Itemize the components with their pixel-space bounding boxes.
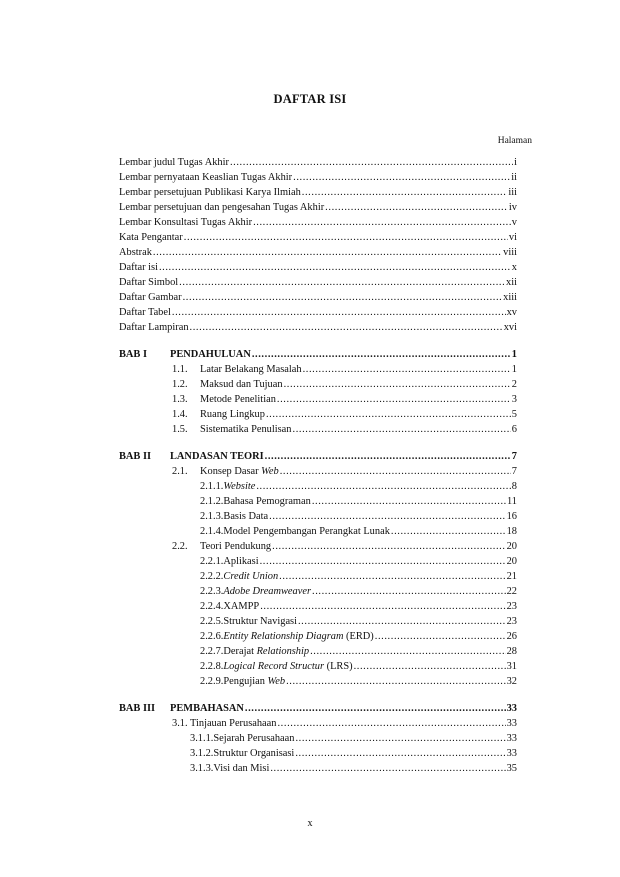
- toc-entry-label: Adobe Dreamweaver: [223, 586, 312, 597]
- leader-dots: [312, 495, 506, 508]
- toc-entry-label: Daftar isi: [119, 262, 158, 273]
- subsection-number: 2.2.3.: [200, 586, 224, 597]
- leader-dots: [286, 675, 506, 688]
- toc-entry-label: Lembar persetujuan dan pengesahan Tugas Akhir: [119, 202, 325, 213]
- toc-entry-label: Logical Record Structur (LRS): [223, 661, 353, 672]
- toc-entry-page: xii: [506, 277, 517, 288]
- subsection-number: 3.1.1.: [190, 733, 214, 744]
- toc-entry-label: Tinjauan Perusahaan: [190, 718, 277, 729]
- leader-dots: [295, 732, 505, 745]
- leader-dots: [295, 747, 505, 760]
- toc-entry-label: Derajat Relationship: [223, 646, 310, 657]
- leader-dots: [272, 540, 505, 553]
- leader-dots: [298, 615, 506, 628]
- leader-dots: [269, 510, 505, 523]
- subsection-number: 2.2.5.: [200, 616, 224, 627]
- leader-dots: [190, 321, 503, 334]
- toc-entry[interactable]: [190, 746, 517, 760]
- toc-entry-label: Credit Union: [223, 571, 279, 582]
- toc-entry-label: Aplikasi: [223, 556, 259, 567]
- toc-entry-page: 20: [506, 541, 517, 552]
- toc-entry-page: 11: [506, 496, 517, 507]
- toc-entry-page: 32: [506, 676, 517, 687]
- subsection-number: 2.2.1.: [200, 556, 224, 567]
- leader-dots: [159, 261, 511, 274]
- toc-entry-label: Website: [223, 481, 256, 492]
- toc-entry-page: 22: [506, 586, 517, 597]
- section-number: 1.1.: [172, 364, 188, 375]
- leader-dots: [375, 630, 506, 643]
- subsection-number: 2.1.3.: [200, 511, 224, 522]
- toc-entry-page: 35: [506, 763, 517, 774]
- toc-entry[interactable]: [190, 731, 517, 745]
- chapter-title: LANDASAN TEORI: [170, 451, 264, 462]
- section-number: 2.2.: [172, 541, 188, 552]
- leader-dots: [277, 393, 511, 406]
- toc-entry-label: Visi dan Misi: [213, 763, 270, 774]
- toc-entry-label: Struktur Navigasi: [223, 616, 297, 627]
- leader-dots: [325, 201, 508, 214]
- leader-dots: [172, 306, 506, 319]
- toc-entry[interactable]: [119, 230, 517, 244]
- toc-entry[interactable]: [200, 584, 517, 598]
- subsection-number: 2.2.6.: [200, 631, 224, 642]
- subsection-number: 2.2.9.: [200, 676, 224, 687]
- toc-entry-page: 18: [506, 526, 517, 537]
- toc-entry[interactable]: [119, 215, 517, 229]
- leader-dots: [230, 156, 513, 169]
- leader-dots: [260, 555, 506, 568]
- toc-entry-label: Abstrak: [119, 247, 152, 258]
- leader-dots: [265, 450, 511, 463]
- toc-entry-page: 16: [506, 511, 517, 522]
- toc-entry[interactable]: [119, 320, 517, 334]
- leader-dots: [312, 585, 506, 598]
- toc-entry-page: viii: [503, 247, 517, 258]
- toc-entry-page: v: [511, 217, 517, 228]
- toc-entry-page: xiii: [503, 292, 517, 303]
- toc-entry-label: Model Pengembangan Perangkat Lunak: [223, 526, 390, 537]
- toc-entry-label: Sejarah Perusahaan: [213, 733, 295, 744]
- toc-entry-page: 3: [511, 394, 517, 405]
- toc-entry-label: Latar Belakang Masalah: [200, 364, 302, 375]
- toc-entry-page: 23: [506, 616, 517, 627]
- toc-entry[interactable]: [200, 599, 517, 613]
- section-number: 1.4.: [172, 409, 188, 420]
- leader-dots: [284, 378, 511, 391]
- leader-dots: [293, 171, 510, 184]
- toc-entry-page: i: [514, 157, 517, 168]
- toc-entry[interactable]: [200, 494, 517, 508]
- toc-entry-label: Daftar Lampiran: [119, 322, 189, 333]
- leader-dots: [256, 480, 510, 493]
- toc-entry[interactable]: [200, 569, 517, 583]
- toc-entry[interactable]: [172, 377, 517, 391]
- toc-entry-label: Basis Data: [223, 511, 269, 522]
- subsection-number: 2.2.8.: [200, 661, 224, 672]
- toc-entry-page: 6: [511, 424, 517, 435]
- chapter-title: PENDAHULUAN: [170, 349, 251, 360]
- leader-dots: [184, 231, 508, 244]
- toc-entry[interactable]: [119, 200, 517, 214]
- subsection-number: 2.2.2.: [200, 571, 224, 582]
- section-number: 2.1.: [172, 466, 188, 477]
- chapter-title: PEMBAHASAN: [170, 703, 244, 714]
- toc-entry[interactable]: [172, 464, 517, 478]
- toc-entry-page: x: [511, 262, 517, 273]
- toc-entry-label: Maksud dan Tujuan: [200, 379, 283, 390]
- toc-entry-label: Daftar Gambar: [119, 292, 182, 303]
- toc-entry[interactable]: [200, 659, 517, 673]
- toc-entry-page: 28: [506, 646, 517, 657]
- chapter-number: BAB I: [119, 349, 148, 360]
- toc-entry-page: 7: [511, 451, 517, 462]
- toc-entry[interactable]: [119, 170, 517, 184]
- toc-entry[interactable]: [200, 629, 517, 643]
- toc-entry-page: 1: [511, 349, 517, 360]
- toc-entry[interactable]: [119, 245, 517, 259]
- leader-dots: [266, 408, 511, 421]
- halaman-label: Halaman: [497, 136, 532, 146]
- toc-entry-label: Entity Relationship Diagram (ERD): [223, 631, 374, 642]
- toc-entry-label: Ruang Lingkup: [200, 409, 265, 420]
- leader-dots: [245, 702, 506, 715]
- section-number: 1.2.: [172, 379, 188, 390]
- toc-entry[interactable]: [200, 509, 517, 523]
- toc-entry-label: Daftar Tabel: [119, 307, 171, 318]
- toc-entry[interactable]: [190, 761, 517, 775]
- leader-dots: [260, 600, 505, 613]
- toc-entry[interactable]: [172, 407, 517, 421]
- leader-dots: [302, 186, 508, 199]
- toc-entry[interactable]: [172, 716, 517, 730]
- toc-entry-label: Lembar judul Tugas Akhir: [119, 157, 229, 168]
- section-number: 1.5.: [172, 424, 188, 435]
- leader-dots: [310, 645, 506, 658]
- toc-entry-label: Teori Pendukung: [200, 541, 272, 552]
- toc-entry-page: xvi: [503, 322, 517, 333]
- toc-entry[interactable]: [172, 392, 517, 406]
- leader-dots: [354, 660, 506, 673]
- toc-entry[interactable]: [172, 539, 517, 553]
- toc-entry-label: Konsep Dasar Web: [200, 466, 279, 477]
- toc-entry-page: 31: [506, 661, 517, 672]
- toc-entry[interactable]: [200, 644, 517, 658]
- toc-entry-label: Pengujian Web: [223, 676, 286, 687]
- subsection-number: 3.1.2.: [190, 748, 214, 759]
- chapter-number: BAB II: [119, 451, 152, 462]
- subsection-number: 2.2.4.: [200, 601, 224, 612]
- toc-chapter-2[interactable]: [119, 449, 517, 463]
- toc-entry-page: vi: [508, 232, 517, 243]
- subsection-number: 2.2.7.: [200, 646, 224, 657]
- subsection-number: 3.1.3.: [190, 763, 214, 774]
- toc-entry[interactable]: [119, 290, 517, 304]
- leader-dots: [270, 762, 505, 775]
- leader-dots: [279, 570, 505, 583]
- page-number: x: [307, 818, 313, 829]
- page-title: DAFTAR ISI: [273, 92, 347, 106]
- leader-dots: [303, 363, 511, 376]
- toc-entry[interactable]: [119, 305, 517, 319]
- toc-entry-label: Lembar persetujuan Publikasi Karya Ilmiah: [119, 187, 301, 198]
- toc-entry-label: Lembar Konsultasi Tugas Akhir: [119, 217, 253, 228]
- toc-entry-page: 33: [506, 733, 517, 744]
- toc-entry-page: ii: [511, 172, 517, 183]
- toc-chapter-1[interactable]: [119, 347, 517, 361]
- toc-chapter-3[interactable]: [119, 701, 517, 715]
- toc-entry-label: Sistematika Penulisan: [200, 424, 292, 435]
- toc-entry[interactable]: [200, 674, 517, 688]
- toc-entry-page: 33: [506, 748, 517, 759]
- toc-entry-page: 1: [511, 364, 517, 375]
- toc-entry-page: 7: [511, 466, 517, 477]
- toc-entry-label: Daftar Simbol: [119, 277, 179, 288]
- toc-entry-page: 26: [506, 631, 517, 642]
- section-number: 3.1.: [172, 718, 188, 729]
- toc-entry[interactable]: [200, 614, 517, 628]
- toc-entry-label: Kata Pengantar: [119, 232, 183, 243]
- leader-dots: [293, 423, 511, 436]
- chapter-number: BAB III: [119, 703, 156, 714]
- toc-entry-page: 5: [511, 409, 517, 420]
- leader-dots: [277, 717, 505, 730]
- toc-entry[interactable]: [172, 422, 517, 436]
- toc-entry-label: Lembar pernyataan Keaslian Tugas Akhir: [119, 172, 293, 183]
- toc-entry-label: Struktur Organisasi: [213, 748, 295, 759]
- subsection-number: 2.1.4.: [200, 526, 224, 537]
- toc-entry-page: xv: [506, 307, 517, 318]
- leader-dots: [391, 525, 506, 538]
- subsection-number: 2.1.1.: [200, 481, 224, 492]
- toc-entry-page: iv: [508, 202, 517, 213]
- leader-dots: [252, 348, 511, 361]
- toc-entry[interactable]: [119, 155, 517, 169]
- toc-entry-page: 21: [506, 571, 517, 582]
- toc-entry[interactable]: [119, 260, 517, 274]
- toc-entry[interactable]: [200, 554, 517, 568]
- leader-dots: [153, 246, 502, 259]
- toc-entry[interactable]: [119, 185, 517, 199]
- toc-entry-page: 33: [506, 703, 517, 714]
- leader-dots: [183, 291, 503, 304]
- leader-dots: [179, 276, 505, 289]
- toc-entry-page: 23: [506, 601, 517, 612]
- toc-entry[interactable]: [200, 479, 517, 493]
- toc-entry[interactable]: [200, 524, 517, 538]
- toc-entry-label: XAMPP: [223, 601, 260, 612]
- toc-entry-page: iii: [508, 187, 517, 198]
- toc-entry[interactable]: [172, 362, 517, 376]
- toc-entry-page: 2: [511, 379, 517, 390]
- toc-entry-label: Metode Penelitian: [200, 394, 276, 405]
- leader-dots: [253, 216, 511, 229]
- leader-dots: [280, 465, 511, 478]
- section-number: 1.3.: [172, 394, 188, 405]
- toc-entry-page: 33: [506, 718, 517, 729]
- subsection-number: 2.1.2.: [200, 496, 224, 507]
- toc-entry-label: Bahasa Pemograman: [223, 496, 311, 507]
- toc-entry-page: 8: [511, 481, 517, 492]
- toc-entry-page: 20: [506, 556, 517, 567]
- toc-entry[interactable]: [119, 275, 517, 289]
